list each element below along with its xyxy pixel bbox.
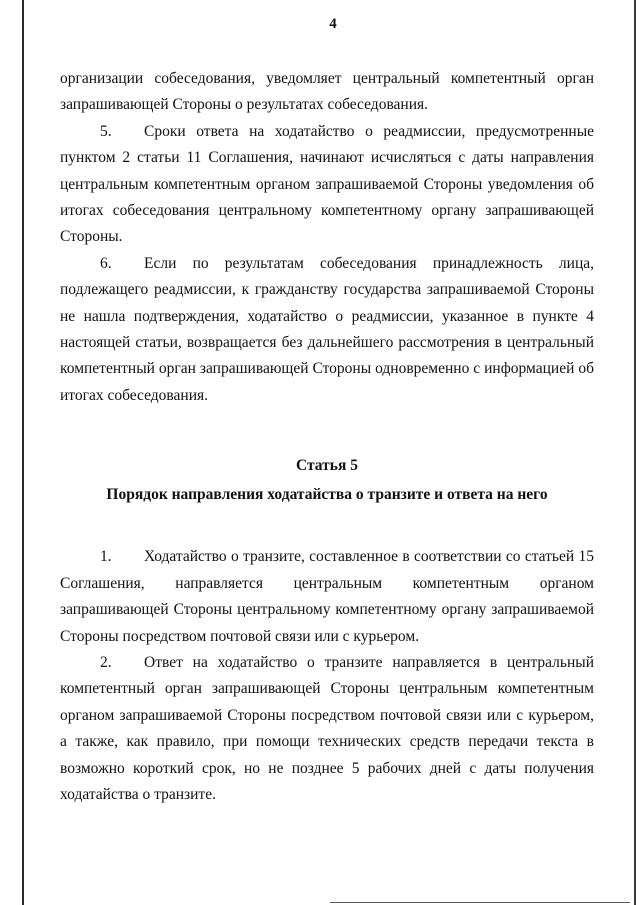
- paragraph-text: Сроки ответа на ходатайство о реадмиссии, предусмотренные пунктом 2 статьи 11 Соглашения, начинают исчисляться с даты направления центральным компетентным органом запрашиваемой Стороны уведомления об итогах собеседования центральному компетентному органу запрашивающей Стороны.: [60, 122, 594, 246]
- paragraph-number: 5.: [100, 122, 112, 140]
- paragraph-number: 6.: [100, 254, 112, 272]
- scan-edge-right: [634, 0, 636, 905]
- paragraph-6: [60, 251, 594, 409]
- article-title: Порядок направления ходатайства о транзите и ответа на него: [106, 486, 548, 504]
- paragraph-text: Ходатайство о транзите, составленное в соответствии со статьей 15 Соглашения, направляется центральным компетентным органом запрашивающей Стороны центральному компетентному органу запрашиваемой Стороны посредством почтовой связи или с курьером.: [60, 548, 594, 645]
- paragraph-number: 1.: [100, 548, 112, 566]
- document-page: [60, 16, 594, 808]
- scan-edge-bottom: [330, 902, 630, 903]
- paragraph-1: [60, 544, 594, 650]
- paragraph-continuation: [60, 66, 594, 119]
- paragraph-text: Ответ на ходатайство о транзите направляется в центральный компетентный орган запрашивающей Стороны центральным компетентным органом запрашиваемой Стороны посредством почтовой связи или с курьером, а также, как правило, при помощи технических средств передачи текста в возможно короткий срок, но не позднее 5 рабочих дней с даты получения ходатайства о транзите.: [60, 653, 594, 803]
- paragraph-text: организации собеседования, уведомляет центральный компетентный орган запрашивающей Стороны о результатах собеседования.: [60, 70, 594, 114]
- paragraph-2: [60, 650, 594, 808]
- paragraph-number: 2.: [100, 653, 112, 671]
- article-number: Статья 5: [296, 457, 358, 475]
- scan-edge-left: [22, 0, 24, 905]
- paragraph-text: Если по результатам собеседования принадлежность лица, подлежащего реадмиссии, к гражданству государства запрашиваемой Стороны не нашла подтверждения, ходатайство о реадмиссии, указанное в пункте 4 настоящей статьи, возвращается без дальнейшего рассмотрения в центральный компетентный орган запрашивающей Стороны одновременно с информацией об итогах собеседования.: [60, 254, 594, 404]
- paragraph-5: [60, 119, 594, 251]
- page-number: 4: [329, 16, 337, 32]
